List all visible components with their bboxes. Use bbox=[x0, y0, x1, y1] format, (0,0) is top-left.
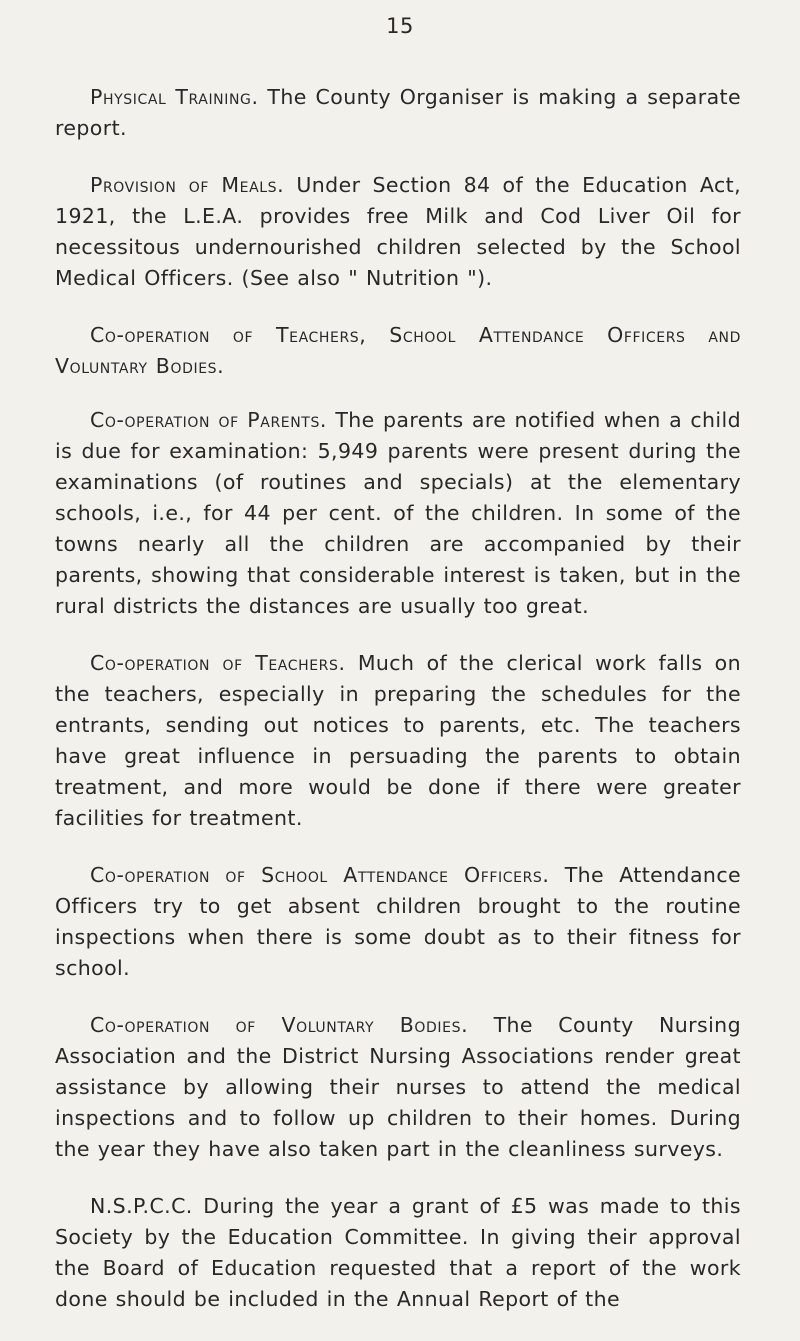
cooperation-parents-text: The parents are notified when a child is due for examination: 5,949 parents were present during the examinations (of routines and specials) at the elementary schools, i.e., for 44 per cent. of the children. In some of the towns nearly all the children are accompanied by their parents, showing that considerable interest is taken, but in the rural districts the distances are usually too great. bbox=[55, 408, 742, 618]
nspcc-text: During the year a grant of £5 was made to this Society by the Education Committee. In giving their approval the Board of Education requested that a report of the work done should be included in the Annual Report of the bbox=[55, 1194, 741, 1311]
cooperation-teachers-text: Much of the clerical work falls on the teachers, especially in preparing the schedules for the entrants, sending out notices to parents, etc. The teachers have great influence in persuading the parents to obtain treatment, and more would be done if there were greater facilities for treatment. bbox=[55, 651, 741, 830]
physical-training-paragraph bbox=[55, 82, 741, 144]
cooperation-voluntary-bodies-paragraph bbox=[55, 1010, 741, 1165]
provision-of-meals-text: Under Section 84 of the Education Act, 1921, the L.E.A. provides free Milk and Cod Liver Oil for necessitous undernourished children selected by the School Medical Officers. (See also " Nutrition "). bbox=[55, 173, 741, 290]
cooperation-attendance-officers-heading: Co-operation of School Attendance Officers. bbox=[90, 863, 550, 887]
cooperation-section-heading: Co-operation of Teachers, School Attendance Officers and Voluntary Bodies. bbox=[55, 323, 741, 378]
provision-of-meals-heading: Provision of Meals. bbox=[90, 173, 285, 197]
cooperation-teachers-paragraph bbox=[55, 648, 741, 834]
page-number: 15 bbox=[386, 14, 414, 38]
cooperation-attendance-officers-text: The Attendance Officers try to get absent children brought to the routine inspections when there is some doubt as to their fitness for school. bbox=[55, 863, 741, 980]
cooperation-voluntary-bodies-text: The County Nursing Association and the District Nursing Associations render great assistance by allowing their nurses to attend the medical inspections and to follow up children to their homes. During the year they have also taken part in the cleanliness surveys. bbox=[55, 1013, 741, 1161]
physical-training-heading: Physical Training. bbox=[90, 85, 259, 109]
report-body bbox=[55, 82, 741, 1341]
cooperation-section-heading-paragraph bbox=[55, 320, 741, 382]
cooperation-teachers-heading: Co-operation of Teachers. bbox=[90, 651, 346, 675]
physical-training-text: The County Organiser is making a separate report. bbox=[55, 85, 741, 140]
cooperation-parents-heading: Co-operation of Parents. bbox=[90, 408, 328, 432]
nspcc-heading: N.S.P.C.C. bbox=[90, 1194, 193, 1218]
cooperation-parents-paragraph bbox=[55, 405, 741, 622]
nspcc-paragraph bbox=[55, 1191, 741, 1315]
provision-of-meals-paragraph bbox=[55, 170, 741, 294]
cooperation-attendance-officers-paragraph bbox=[55, 860, 741, 984]
cooperation-voluntary-bodies-heading: Co-operation of Voluntary Bodies. bbox=[90, 1013, 469, 1037]
